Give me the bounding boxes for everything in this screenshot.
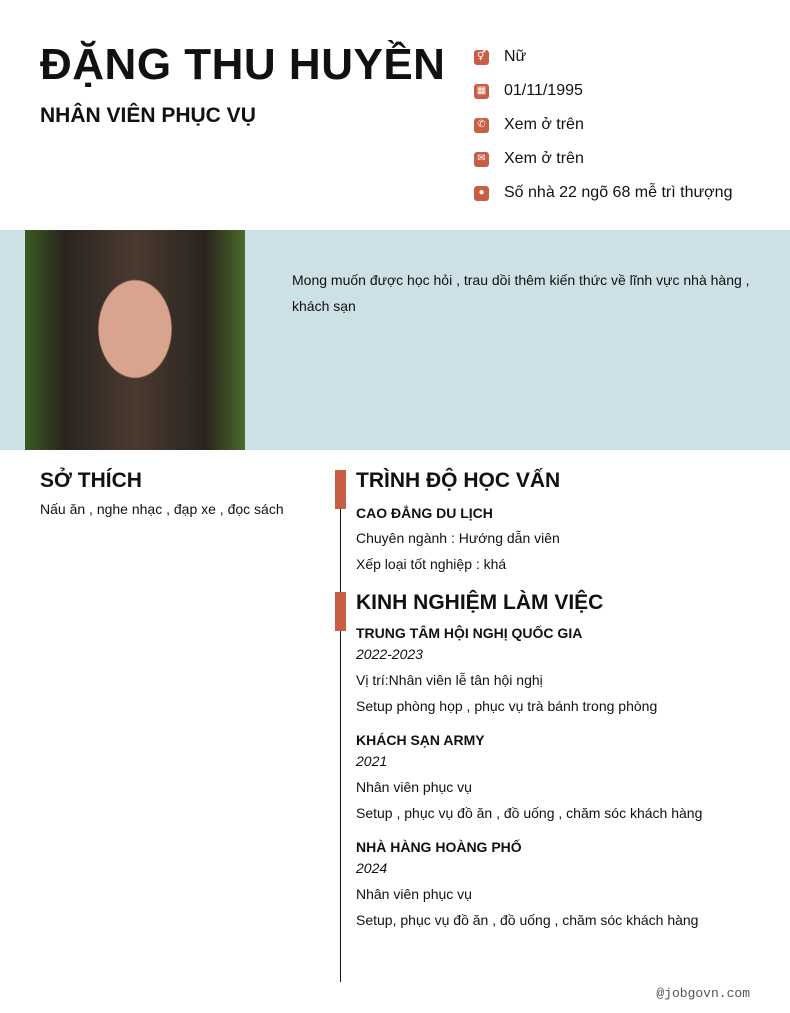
objective-text: Mong muốn được học hỏi , trau dồi thêm kiến thức về lĩnh vực nhà hàng , khách sạn [292,272,750,314]
education-line: Chuyên ngành : Hướng dẫn viên [356,530,560,546]
candidate-role: NHÂN VIÊN PHỤC VỤ [40,104,256,127]
contact-item [474,40,732,74]
education-section [356,469,776,577]
footer-watermark: @jobgovn.com [656,986,750,1001]
section-marker [335,470,346,509]
experience-line: Nhân viên phục vụ [356,779,472,795]
calendar-icon: ▦ [474,84,489,99]
experience-line: Setup phòng họp , phục vụ trà bánh trong phòng [356,698,658,714]
location-icon: ● [474,186,489,201]
experience-section [356,591,776,933]
contact-text: Số nhà 22 ngõ 68 mễ trì thượng [504,184,733,201]
experience-title: KINH NGHIỆM LÀM VIỆC [356,591,604,614]
period: 2024 [356,860,388,876]
hobbies-text: Nấu ăn , nghe nhạc , đạp xe , đọc sách [40,501,284,517]
phone-icon: ✆ [474,118,489,133]
contact-text: 01/11/1995 [504,82,583,99]
experience-item [356,732,776,826]
contact-item [474,74,732,108]
timeline-line [340,470,341,982]
candidate-name: ĐẶNG THU HUYỀN [40,40,446,89]
contact-item [474,108,732,142]
section-marker [335,592,346,631]
contact-text: Nữ [504,48,527,65]
experience-line: Setup, phục vụ đồ ăn , đồ uống , chăm sóc khách hàng [356,912,699,928]
experience-line: Setup , phục vụ đồ ăn , đồ uống , chăm sóc khách hàng [356,805,703,821]
experience-item [356,625,776,719]
experience-line: Vị trí:Nhân viên lễ tân hội nghị [356,672,543,688]
organization-name: KHÁCH SẠN ARMY [356,732,485,748]
contact-text: Xem ở trên [504,150,584,167]
organization-name: TRUNG TÂM HỘI NGHỊ QUỐC GIA [356,625,583,641]
organization-name: NHÀ HÀNG HOÀNG PHỐ [356,839,522,855]
education-title: TRÌNH ĐỘ HỌC VẤN [356,469,561,492]
gender-icon: ⚥ [474,50,489,65]
period: 2021 [356,753,388,769]
contact-text: Xem ở trên [504,116,584,133]
contact-item [474,142,732,176]
education-line: Xếp loại tốt nghiệp : khá [356,556,507,572]
hobbies-title: SỞ THÍCH [40,469,142,492]
contact-list [474,40,732,210]
experience-item [356,839,776,933]
experience-line: Nhân viên phục vụ [356,886,472,902]
email-icon: ✉ [474,152,489,167]
period: 2022-2023 [356,646,423,662]
profile-photo [25,230,245,450]
contact-item [474,176,732,210]
school-name: CAO ĐẲNG DU LỊCH [356,505,493,521]
hobbies-section [40,469,284,517]
